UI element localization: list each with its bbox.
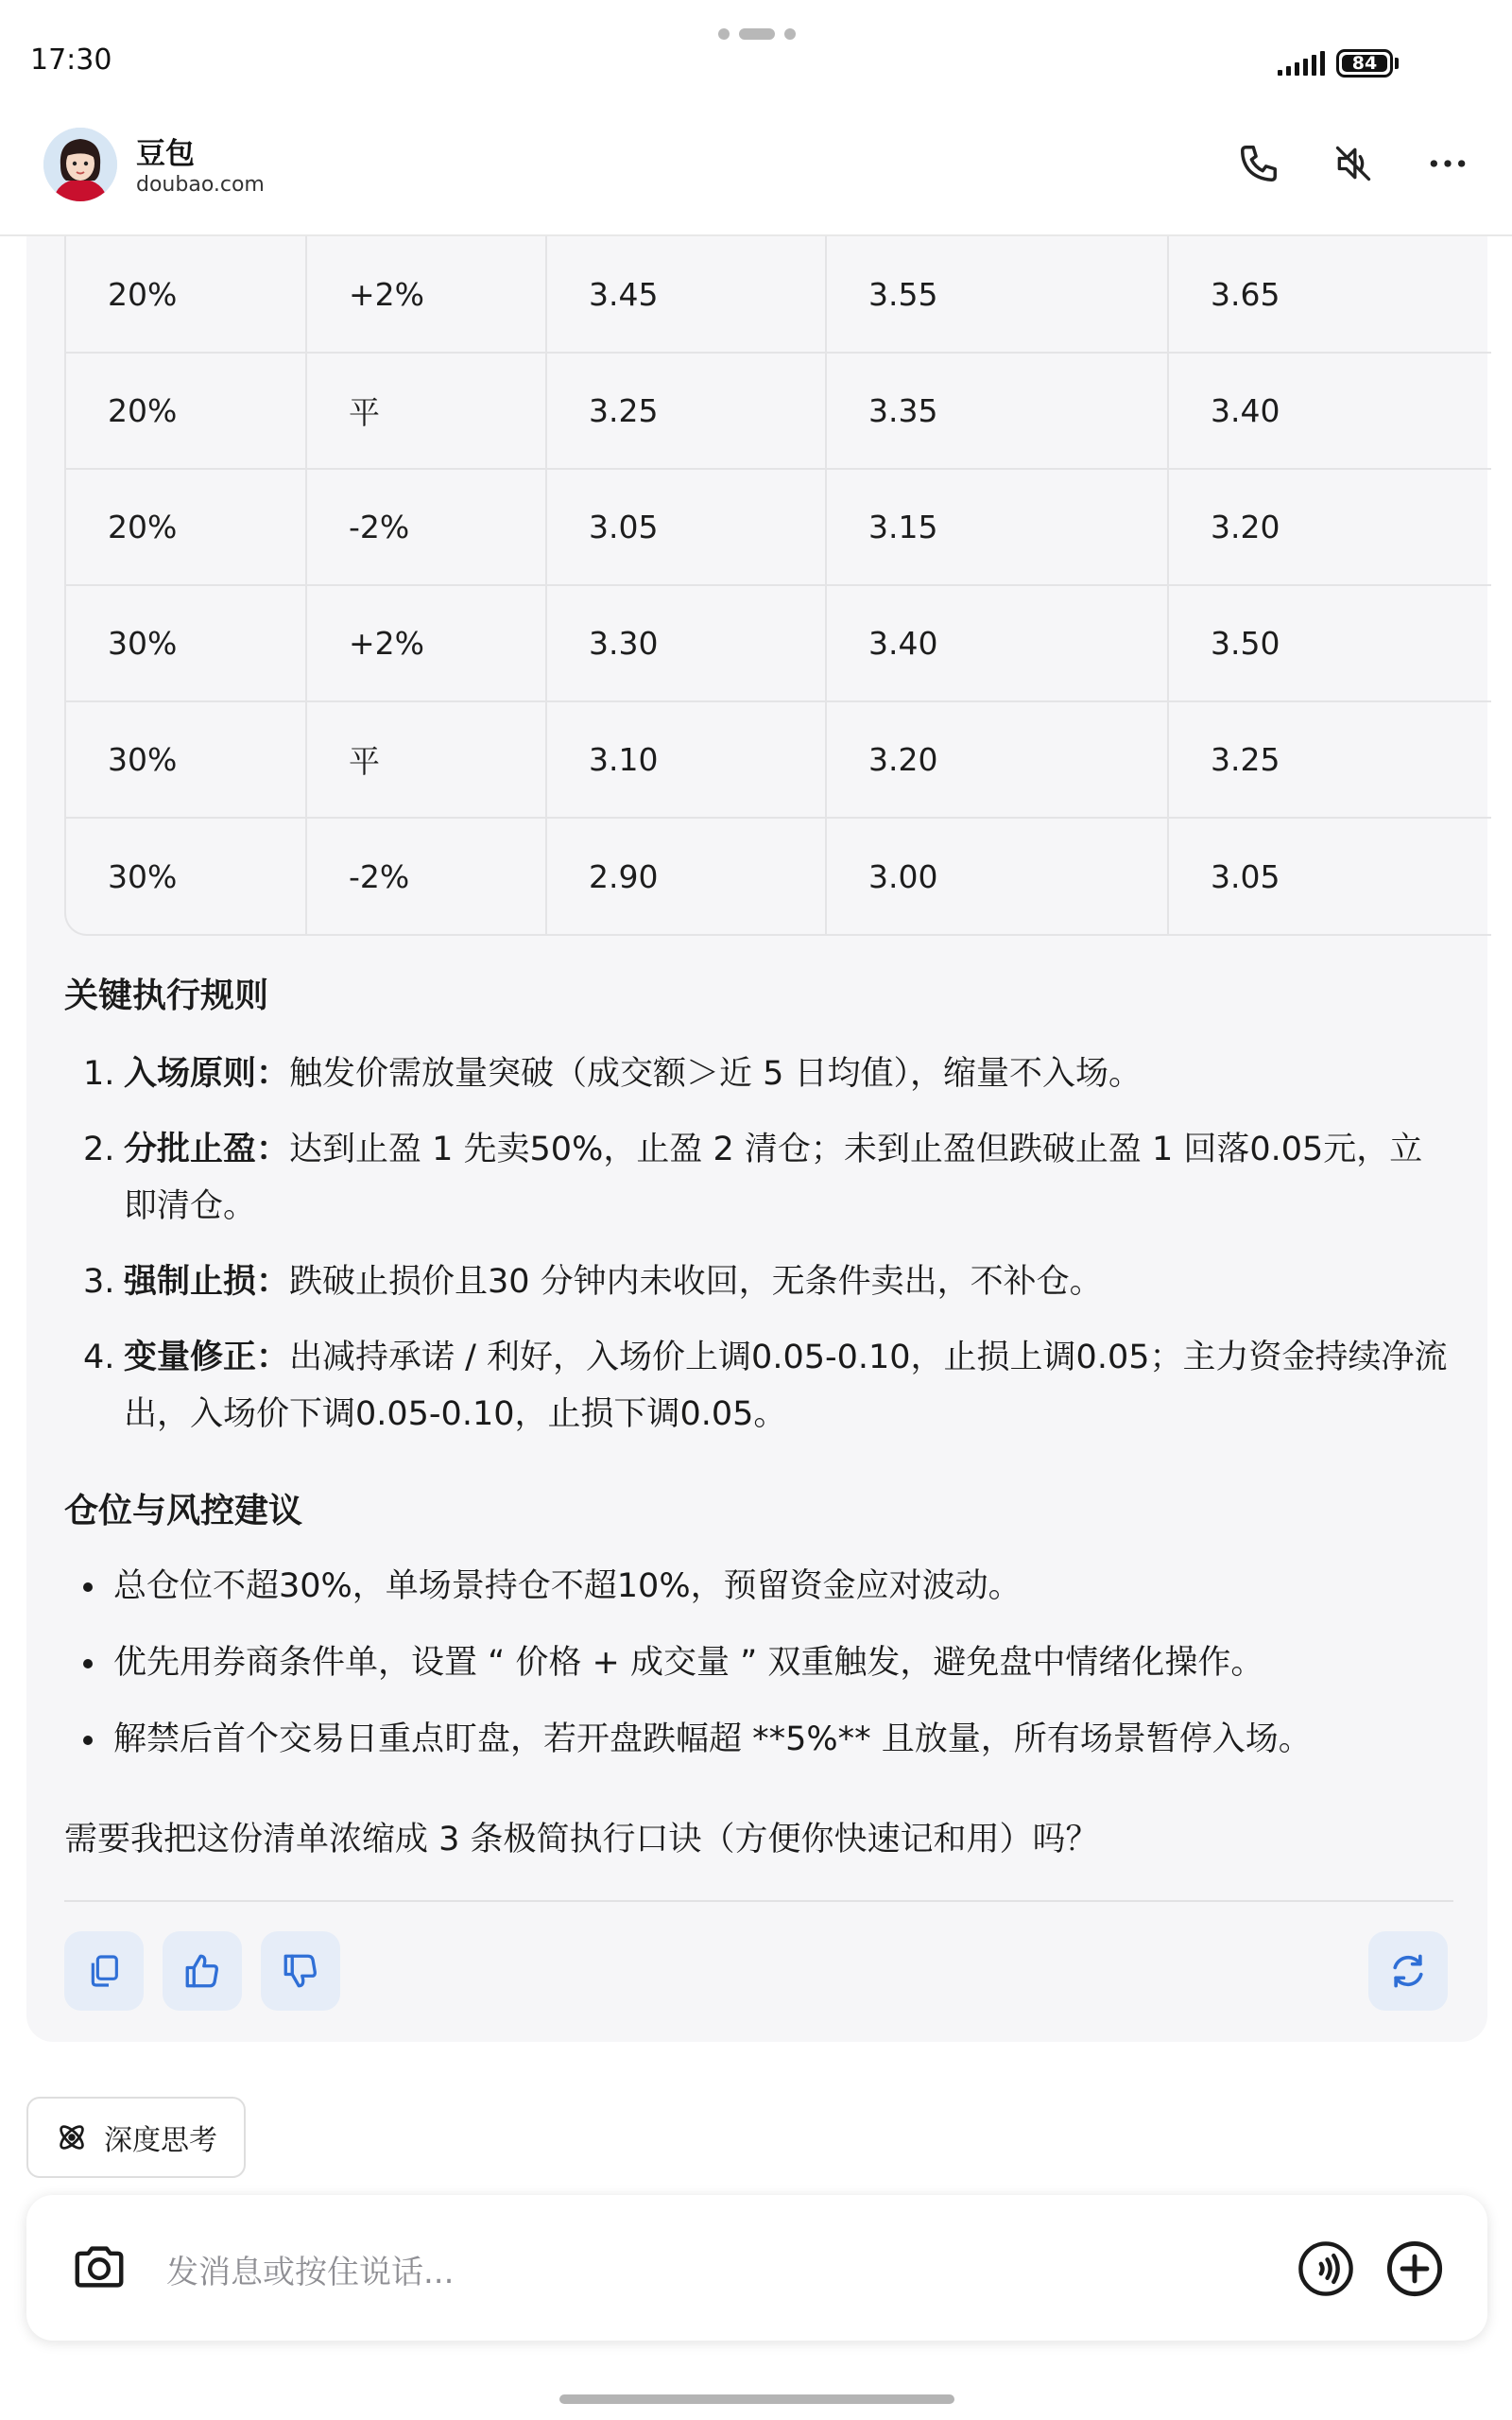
assistant-message — [26, 236, 1487, 2042]
plus-icon — [1385, 2239, 1444, 2298]
camera-icon — [70, 2238, 129, 2296]
risk-title: 仓位与风控建议 — [64, 1492, 303, 1530]
rule-number: 4. — [83, 1339, 115, 1376]
camera-button[interactable] — [70, 2238, 129, 2300]
mute-speaker-button[interactable] — [1327, 137, 1380, 190]
copy-icon — [85, 1952, 123, 1990]
table-cell: 20% — [66, 236, 306, 353]
rules-list — [64, 1046, 1453, 1461]
status-icons — [1278, 49, 1399, 78]
risk-list — [64, 1558, 1463, 1788]
table-cell: 3.65 — [1168, 236, 1491, 353]
rule-item — [64, 1121, 1453, 1235]
regenerate-button[interactable] — [1368, 1931, 1448, 2011]
rule-text: 跌破止损价且30 分钟内未收回，无条件卖出，不补仓。 — [289, 1263, 1103, 1301]
table-cell: 3.50 — [1168, 585, 1491, 701]
table-cell: 3.35 — [826, 353, 1168, 469]
table-cell: 3.25 — [546, 353, 826, 469]
table-cell: 30% — [66, 818, 306, 934]
multitask-indicator[interactable] — [718, 28, 796, 40]
rule-number: 1. — [83, 1055, 115, 1093]
risk-item — [64, 1558, 1463, 1615]
rule-label: 分批止盈： — [124, 1131, 290, 1168]
add-attachment-button[interactable] — [1385, 2239, 1444, 2302]
message-input[interactable]: 发消息或按住说话... — [166, 2254, 455, 2291]
thumbs-down-icon — [281, 1951, 320, 1991]
app-name: 豆包 — [136, 137, 195, 171]
table-cell: 3.05 — [1211, 857, 1280, 895]
signal-icon — [1278, 51, 1325, 76]
rule-label: 变量修正： — [124, 1339, 290, 1376]
copy-button[interactable] — [64, 1931, 144, 2011]
table-cell: 平 — [306, 701, 546, 818]
phone-call-button[interactable] — [1232, 137, 1285, 190]
risk-text: 优先用券商条件单，设置 “ 价格 + 成交量 ” 双重触发，避免盘中情绪化操作。 — [113, 1644, 1264, 1682]
table-row — [66, 701, 1491, 818]
app-header — [0, 118, 1512, 236]
table-cell: 3.15 — [826, 469, 1168, 585]
closing-question: 需要我把这份清单浓缩成 3 条极简执行口诀（方便你快速记和用）吗？ — [64, 1821, 1099, 1858]
table-cell: 3.10 — [546, 701, 826, 818]
status-time: 17:30 — [30, 43, 112, 77]
voice-wave-icon — [1297, 2239, 1355, 2298]
app-domain: doubao.com — [136, 173, 265, 197]
like-button[interactable] — [163, 1931, 242, 2011]
table-cell: 3.45 — [546, 236, 826, 353]
rule-text: 触发价需放量突破（成交额＞近 5 日均值），缩量不入场。 — [289, 1055, 1143, 1093]
battery-icon — [1336, 49, 1393, 78]
table-cell: 3.40 — [826, 585, 1168, 701]
table-cell: 30% — [66, 585, 306, 701]
table-cell: 3.20 — [826, 701, 1168, 818]
rule-number: 3. — [83, 1263, 115, 1301]
table-row — [66, 353, 1491, 469]
table-cell: +2% — [306, 236, 546, 353]
home-indicator[interactable] — [559, 2394, 954, 2404]
table-cell: 3.00 — [826, 818, 1168, 934]
deep-thinking-toggle[interactable] — [26, 2097, 246, 2178]
risk-item — [64, 1634, 1463, 1691]
speaker-muted-icon — [1332, 143, 1374, 184]
dislike-button[interactable] — [261, 1931, 340, 2011]
rule-text: 出减持承诺 / 利好，入场价上调0.05-0.10，止损上调0.05；主力资金持续净流出，入场价下调0.05-0.10，止损下调0.05。 — [124, 1339, 1448, 1433]
message-input-bar — [26, 2195, 1487, 2341]
deep-thinking-label: 深度思考 — [104, 2124, 217, 2157]
table-row — [66, 818, 1491, 934]
bullet-dot — [83, 1582, 93, 1592]
table-cell: 30% — [66, 701, 306, 818]
rule-label: 入场原则： — [124, 1055, 290, 1093]
table-cell: 3.30 — [546, 585, 826, 701]
table-cell: 平 — [306, 353, 546, 469]
price-table[interactable] — [64, 236, 1491, 936]
avatar[interactable] — [43, 128, 117, 201]
risk-text: 总仓位不超30%，单场景持仓不超10%，预留资金应对波动。 — [113, 1567, 1022, 1605]
table-cell: 20% — [66, 469, 306, 585]
table-row — [66, 585, 1491, 701]
rules-title: 关键执行规则 — [64, 977, 269, 1015]
more-icon — [1427, 143, 1469, 184]
risk-item — [64, 1711, 1463, 1768]
risk-text: 解禁后首个交易日重点盯盘，若开盘跌幅超 **5%** 且放量，所有场景暂停入场。 — [113, 1720, 1312, 1758]
table-cell: 3.40 — [1168, 353, 1491, 469]
rule-item — [64, 1253, 1453, 1310]
table-row — [66, 469, 1491, 585]
table-cell: 20% — [66, 353, 306, 469]
voice-call-button[interactable] — [1297, 2239, 1355, 2302]
table-cell: 2.90 — [546, 818, 826, 934]
rule-item — [64, 1046, 1453, 1102]
rule-label: 强制止损： — [124, 1263, 290, 1301]
phone-icon — [1237, 142, 1280, 185]
table-cell: 3.25 — [1168, 701, 1491, 818]
refresh-icon — [1387, 1950, 1429, 1992]
table-cell: -2% — [306, 469, 546, 585]
atom-icon — [55, 2120, 89, 2154]
rule-text: 达到止盈 1 先卖50%，止盈 2 清仓；未到止盈但跌破止盈 1 回落0.05元，立即清仓。 — [124, 1131, 1423, 1225]
divider — [64, 1900, 1453, 1902]
table-cell: 3.05 — [546, 469, 826, 585]
table-cell: +2% — [306, 585, 546, 701]
bullet-dot — [83, 1659, 93, 1668]
bullet-dot — [83, 1736, 93, 1745]
table-cell: 3.20 — [1168, 469, 1491, 585]
table-row — [66, 236, 1491, 353]
thumbs-up-icon — [182, 1951, 222, 1991]
table-cell: 3.55 — [826, 236, 1168, 353]
rule-number: 2. — [83, 1131, 115, 1168]
status-bar — [0, 0, 1512, 132]
table-cell: -2% — [306, 818, 546, 934]
more-button[interactable] — [1421, 137, 1474, 190]
rule-item — [64, 1329, 1453, 1443]
battery-level: 84 — [1351, 53, 1378, 74]
